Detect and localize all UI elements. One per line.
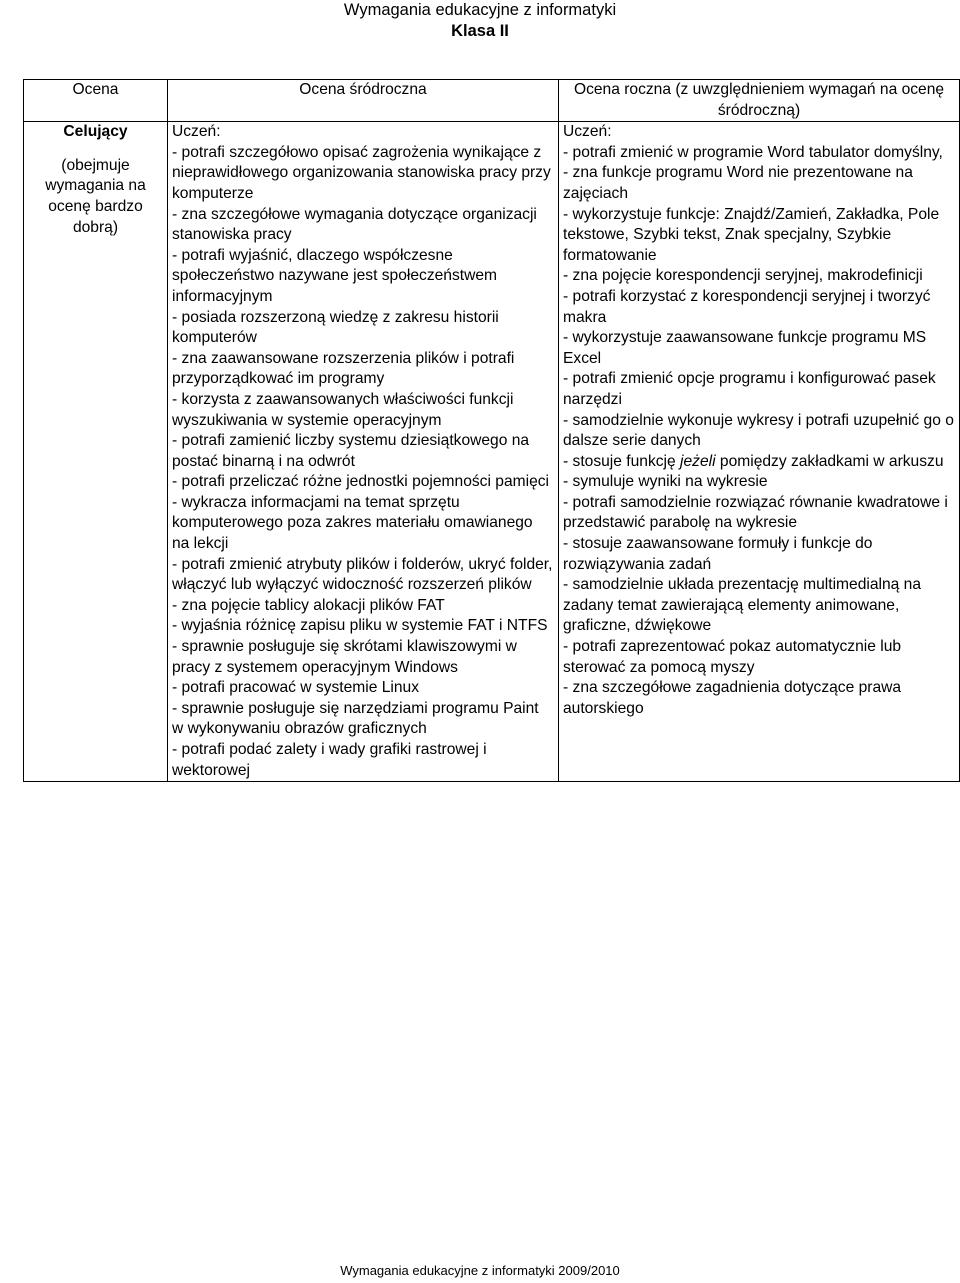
list-item: - potrafi zmienić w programie Word tabulator domyślny,	[563, 143, 943, 161]
list-item: - stosuje funkcję jeżeli pomiędzy zakładkami w arkuszu	[563, 452, 944, 470]
midterm-cell	[168, 122, 559, 782]
list-item: - potrafi wyjaśnić, dlaczego współczesne społeczeństwo nazywane jest społeczeństwem informacyjnym	[172, 246, 498, 305]
list-item: - potrafi zmienić opcje programu i konfigurować pasek narzędzi	[563, 370, 936, 408]
list-item: - potrafi szczegółowo opisać zagrożenia wynikające z nieprawidłowego organizowania stanowiska pracy przy komputerze	[172, 143, 551, 202]
grade-title: Celujący	[63, 123, 128, 141]
table-row	[24, 122, 960, 782]
column-header-midterm: Ocena śródroczna	[168, 80, 559, 122]
midterm-requirements-list	[172, 143, 554, 781]
list-item: - potrafi korzystać z korespondencji seryjnej i tworzyć makra	[563, 287, 931, 326]
list-item: - zna zaawansowane rozszerzenia plików i potrafi przyporządkować im programy	[172, 349, 515, 388]
list-item: - wyjaśnia różnicę zapisu pliku w systemie FAT i NTFS	[172, 617, 548, 635]
list-item: - zna pojęcie tablicy alokacji plików FAT	[172, 596, 445, 614]
list-item: - sprawnie posługuje się narzędziami programu Paint w wykonywaniu obrazów graficznych	[172, 699, 539, 738]
list-item: - zna funkcje programu Word nie prezentowane na zajęciach	[563, 164, 913, 202]
table-header-row	[24, 80, 960, 122]
document-subtitle: Klasa II	[451, 22, 509, 40]
list-item: - potrafi podać zalety i wady grafiki rastrowej i wektorowej	[172, 741, 487, 779]
column-header-grade: Ocena	[24, 80, 168, 122]
list-item: - zna pojęcie korespondencji seryjnej, makrodefinicji	[563, 267, 923, 285]
document-header	[0, 0, 960, 42]
midterm-lead: Uczeń:	[172, 123, 221, 141]
page-footer: Wymagania edukacyjne z informatyki 2009/2010	[340, 1263, 620, 1278]
list-item: - wykracza informacjami na temat sprzętu komputerowego poza zakres materiału omawianego na lekcji	[172, 493, 533, 553]
annual-cell	[559, 122, 960, 782]
list-item: - potrafi zaprezentować pokaz automatycznie lub sterować za pomocą myszy	[563, 638, 902, 676]
list-item: - sprawnie posługuje się skrótami klawiszowymi w pracy z systemem operacyjnym Windows	[172, 638, 517, 676]
list-item: - wykorzystuje zaawansowane funkcje programu MS Excel	[563, 329, 927, 367]
list-item: - symuluje wyniki na wykresie	[563, 473, 768, 491]
grade-note: (obejmuje wymagania na ocenę bardzo dobrą)	[45, 156, 146, 236]
annual-requirements-list-tail	[563, 472, 955, 719]
column-header-annual: Ocena roczna (z uwzględnieniem wymagań na ocenę śródroczną)	[559, 80, 960, 122]
requirements-table	[23, 79, 960, 782]
list-item: - zna szczegółowe zagadnienia dotyczące prawa autorskiego	[563, 679, 902, 717]
list-item: - stosuje zaawansowane formuły i funkcje do rozwiązywania zadań	[563, 535, 873, 573]
keyword-jezeli: jeżeli	[680, 452, 716, 470]
list-item: - potrafi samodzielnie rozwiązać równanie kwadratowe i przedstawić parabolę na wykresie	[563, 493, 948, 532]
list-item: - wykorzystuje funkcje: Znajdź/Zamień, Zakładka, Pole tekstowe, Szybki tekst, Znak specjalny, Szybkie formatowanie	[563, 205, 940, 264]
list-item: - korzysta z zaawansowanych właściwości funkcji wyszukiwania w systemie operacyjnym	[172, 390, 514, 429]
list-item: - potrafi przeliczać różne jednostki pojemności pamięci	[172, 473, 550, 491]
list-item: - zna szczegółowe wymagania dotyczące organizacji stanowiska pracy	[172, 205, 537, 244]
document-title: Wymagania edukacyjne z informatyki	[343, 1, 617, 19]
annual-lead: Uczeń:	[563, 123, 612, 141]
list-item: - samodzielnie układa prezentację multimedialną na zadany temat zawierającą elementy animowane, graficzne, dźwiękowe	[563, 576, 921, 635]
list-item: - posiada rozszerzoną wiedzę z zakresu historii komputerów	[172, 308, 499, 347]
annual-requirements-list	[563, 143, 955, 452]
list-item: - potrafi zmienić atrybuty plików i folderów, ukryć folder, włączyć lub wyłączyć widoczność rozszerzeń plików	[172, 555, 553, 594]
list-item: - potrafi zamienić liczby systemu dziesiątkowego na postać binarną i na odwrót	[172, 432, 530, 470]
list-item: - samodzielnie wykonuje wykresy i potrafi uzupełnić go o dalsze serie danych	[563, 411, 954, 450]
grade-cell	[24, 122, 168, 782]
list-item: - potrafi pracować w systemie Linux	[172, 679, 419, 697]
